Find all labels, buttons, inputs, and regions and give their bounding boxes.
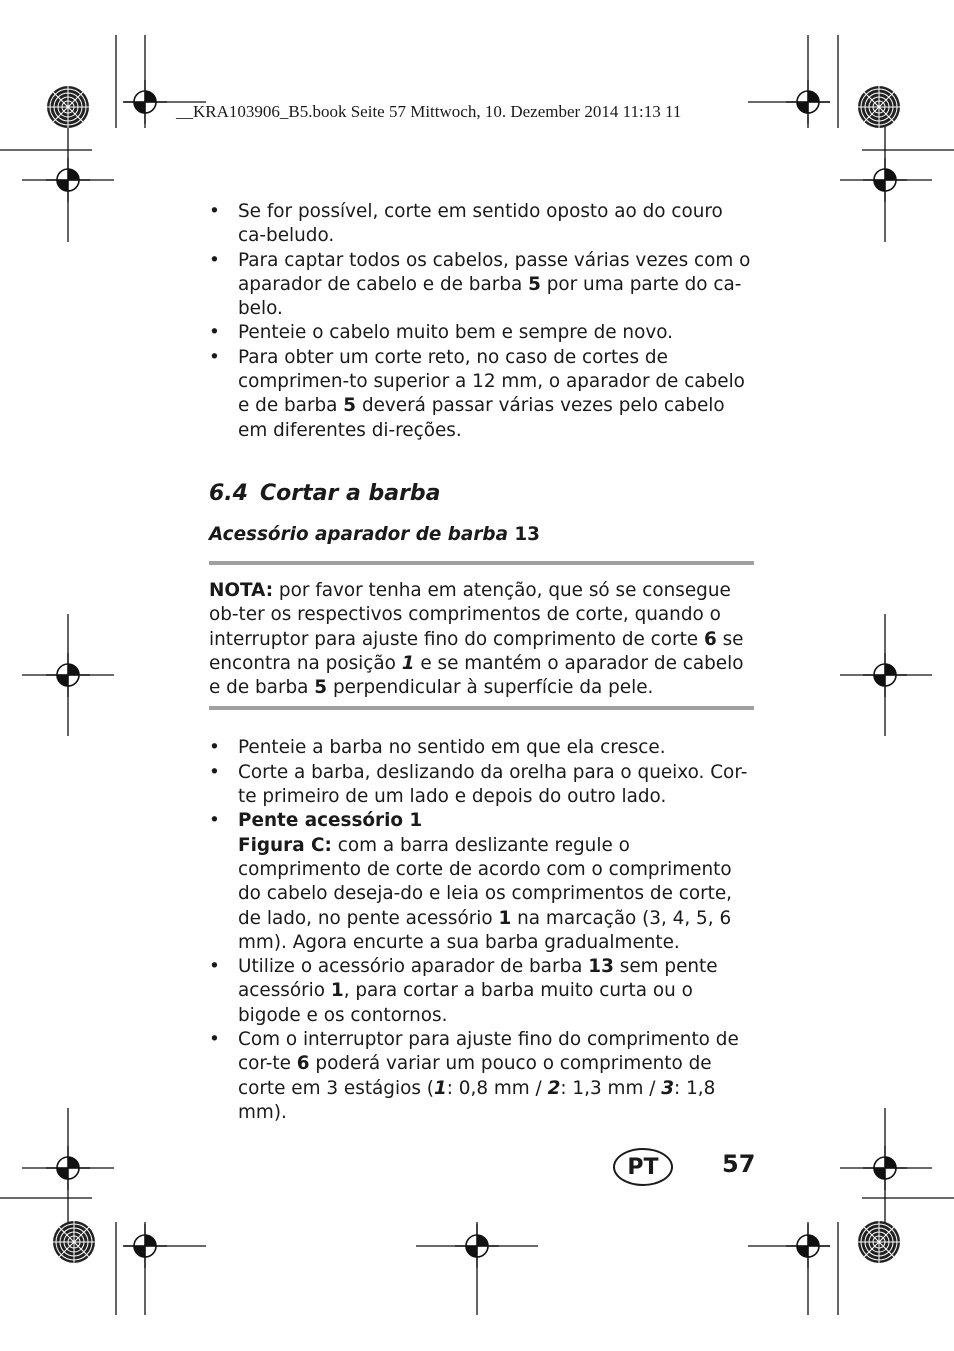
page-content bbox=[209, 200, 754, 1125]
bullet-list-top bbox=[209, 200, 754, 443]
bullet-list-bottom bbox=[209, 736, 754, 1125]
list-item: • Com o interruptor para ajuste fino do comprimento de cor-te 6 poderá variar um pouco o comprimento de corte em 3 estágios (1: 0,8 mm / 2: 1,3 mm / 3: 1,8 mm). bbox=[209, 1028, 754, 1125]
note-top-rule bbox=[209, 561, 754, 565]
page-number: 57 bbox=[722, 1150, 756, 1178]
list-item: • Utilize o acessório aparador de barba 13 sem pente acessório 1, para cortar a barba muito curta ou o bigode e os contornos. bbox=[209, 955, 754, 1028]
note-bottom-rule bbox=[209, 706, 754, 710]
print-header: __KRA103906_B5.book Seite 57 Mittwoch, 10. Dezember 2014 11:13 11 bbox=[176, 102, 682, 121]
list-item: • Para captar todos os cabelos, passe várias vezes com o aparador de cabelo e de barba 5 por uma parte do ca-belo. bbox=[209, 249, 754, 322]
list-item: • Se for possível, corte em sentido oposto ao do couro ca-beludo. bbox=[209, 200, 754, 249]
list-item: • Penteie a barba no sentido em que ela cresce. bbox=[209, 736, 754, 760]
section-title: Cortar a barba bbox=[259, 480, 441, 506]
note-label: NOTA: bbox=[209, 579, 274, 601]
section-number: 6.4 bbox=[209, 480, 248, 506]
list-item: • Corte a barba, deslizando da orelha para o queixo. Cor-te primeiro de um lado e depois do outro lado. bbox=[209, 761, 754, 810]
language-badge: PT bbox=[613, 1148, 673, 1186]
list-item: • Penteie o cabelo muito bem e sempre de novo. bbox=[209, 321, 754, 345]
list-item: • Pente acessório 1 Figura C: com a barra deslizante regule o comprimento de corte de acordo com o comprimento do cabelo deseja-do e leia os comprimentos de corte, de lado, no pente acessório 1 na marcação (3, 4, 5, 6 mm). Agora encurte a sua barba gradualmente. bbox=[209, 809, 754, 955]
section-heading bbox=[209, 479, 754, 509]
list-item: • Para obter um corte reto, no caso de cortes de comprimen-to superior a 12 mm, o aparador de cabelo e de barba 5 deverá passar várias vezes pelo cabelo em diferentes di-reções. bbox=[209, 346, 754, 443]
list-item-title: Pente acessório 1 bbox=[238, 810, 423, 832]
note-box: NOTA: por favor tenha em atenção, que só se consegue ob-ter os respectivos comprimentos de corte, quando o interruptor para ajuste fino do comprimento de corte 6 se encontra na posição 1 e se mantém o aparador de cabelo e de barba 5 perpendicular à superfície da pele. bbox=[209, 579, 744, 699]
subheading: Acessório aparador de barba 13 bbox=[209, 523, 540, 545]
